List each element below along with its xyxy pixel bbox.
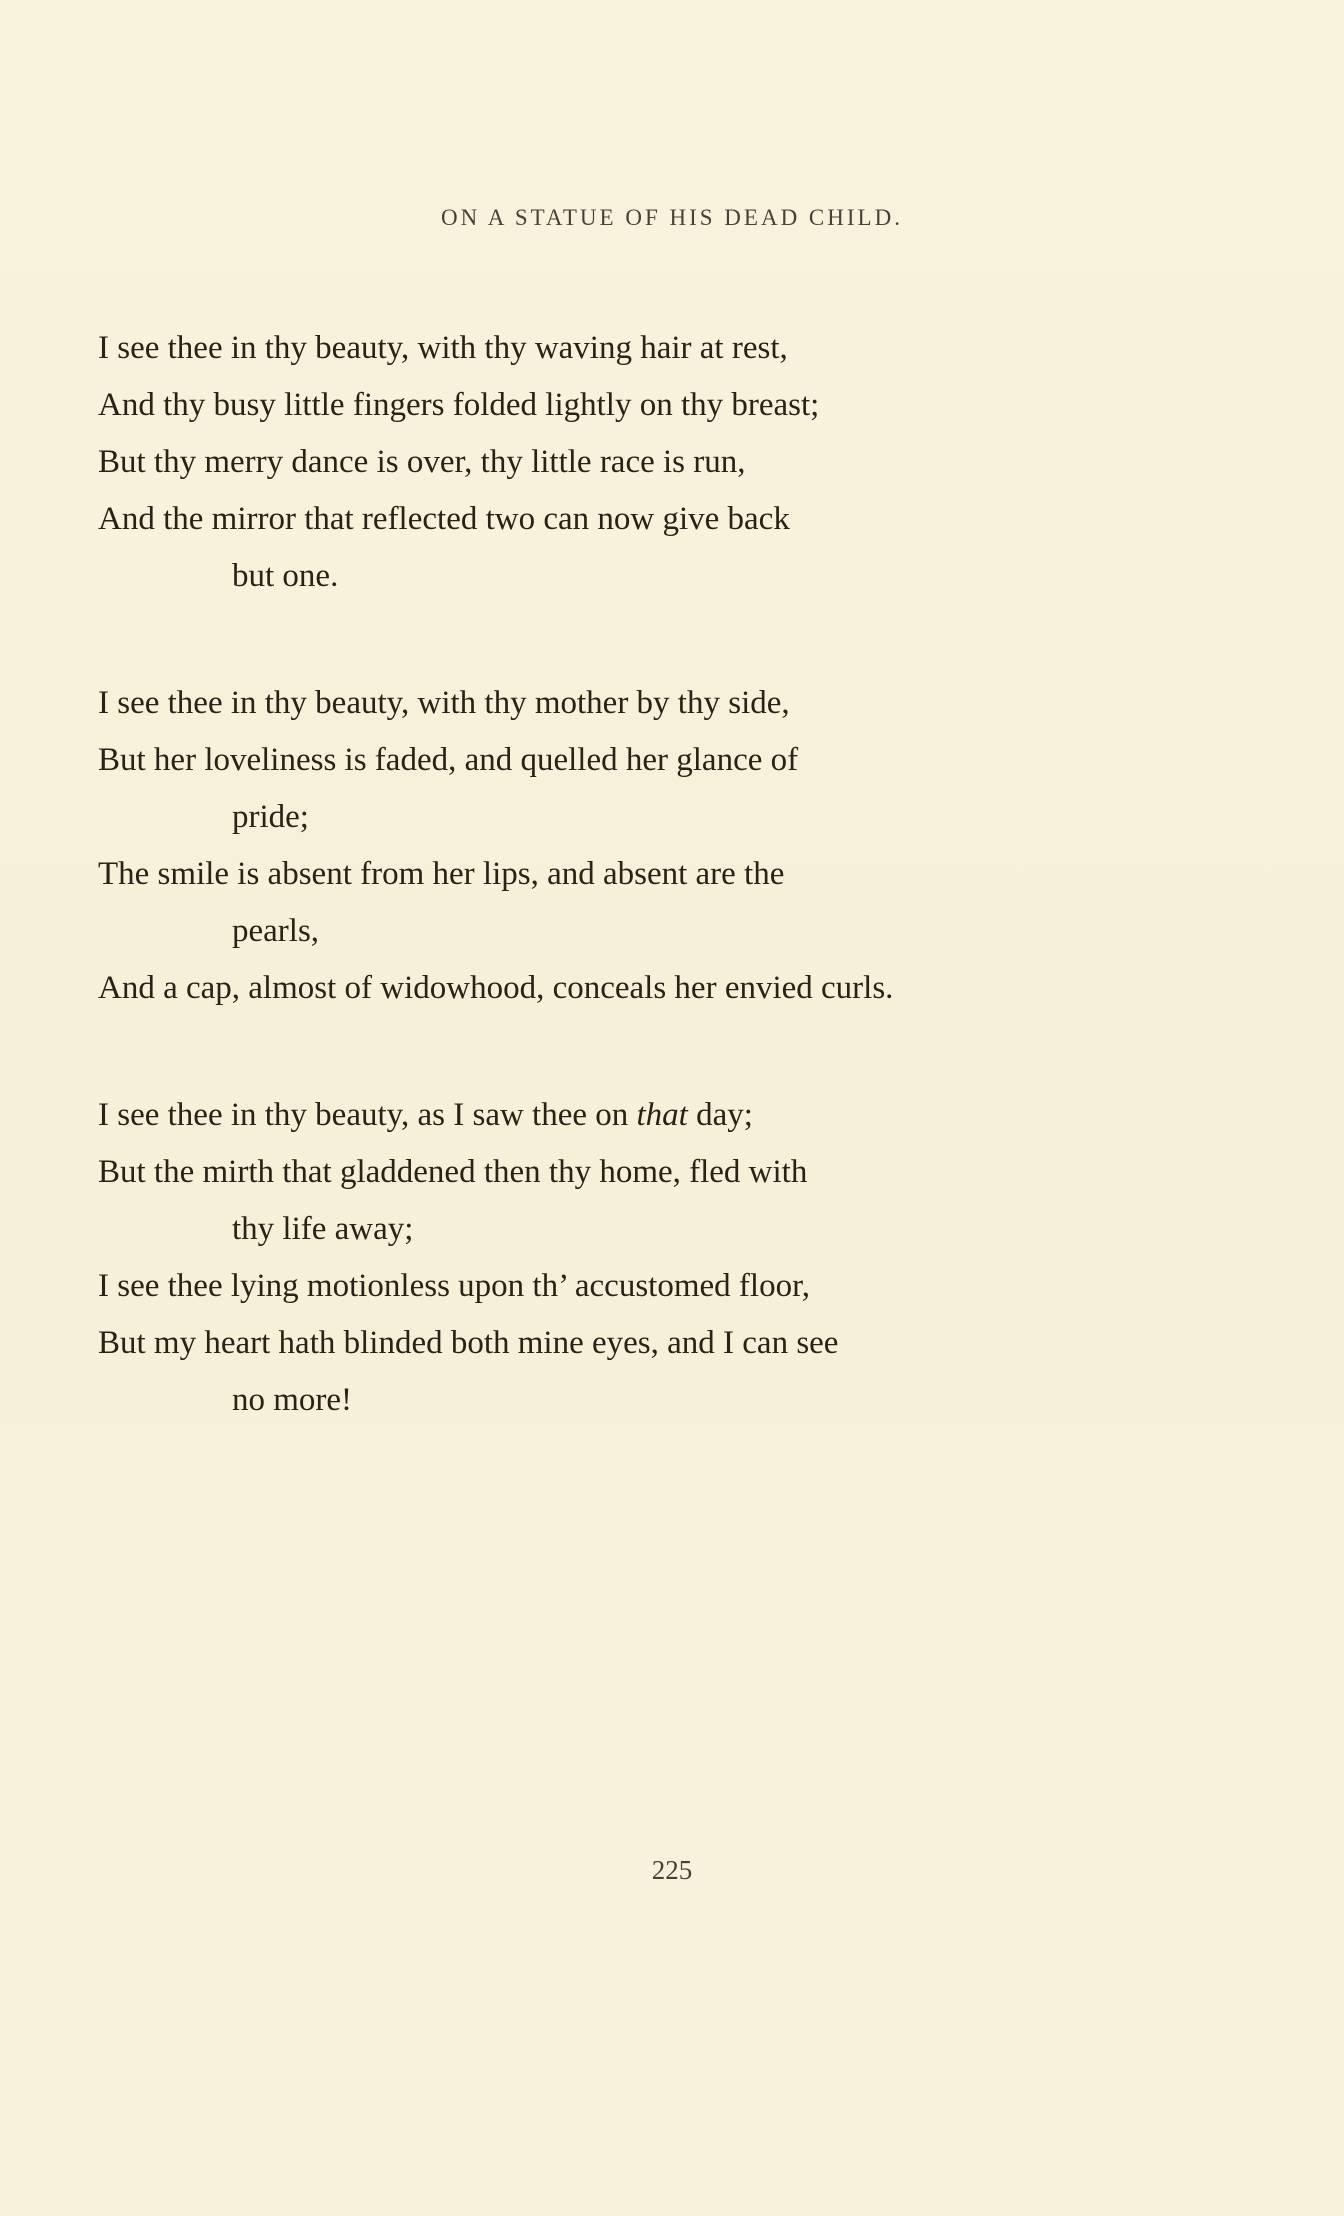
poem-line: The smile is absent from her lips, and absent are the [98, 856, 785, 892]
poem-line-continuation: pride; [232, 799, 309, 835]
poem-line: But my heart hath blinded both mine eyes, and I can see [98, 1325, 839, 1361]
poem-line-continuation: no more! [232, 1382, 353, 1418]
poem-line: I see thee lying motionless upon th’ accustomed floor, [98, 1268, 810, 1304]
stanza-3 [98, 1087, 1218, 1429]
poem-line: But thy merry dance is over, thy little race is run, [98, 444, 746, 480]
stanza-2 [98, 675, 1218, 1017]
page-number: 225 [651, 1855, 693, 1885]
poem-line [98, 1087, 1218, 1144]
poem-line: And the mirror that reflected two can now give back [98, 501, 790, 537]
poem-line-text: day; [696, 1097, 753, 1133]
poem-line: And thy busy little fingers folded lightly on thy breast; [98, 387, 820, 423]
poem-line-continuation: but one. [232, 558, 339, 594]
running-head: ON A STATUE OF HIS DEAD CHILD. [441, 205, 903, 230]
poem-line: But the mirth that gladdened then thy home, fled with [98, 1154, 808, 1190]
poem-line-text: I see thee in thy beauty, as I saw thee on [98, 1097, 629, 1133]
poem-line-continuation: thy life away; [232, 1211, 414, 1247]
italic-word: that [636, 1097, 688, 1133]
poem-line: But her loveliness is faded, and quelled her glance of [98, 742, 799, 778]
poem-line-continuation: pearls, [232, 913, 320, 949]
stanza-1 [98, 320, 1218, 605]
poem-line: And a cap, almost of widowhood, conceals her envied curls. [98, 970, 894, 1006]
poem-line: I see thee in thy beauty, with thy waving hair at rest, [98, 330, 788, 366]
poem-line: I see thee in thy beauty, with thy mother by thy side, [98, 685, 790, 721]
